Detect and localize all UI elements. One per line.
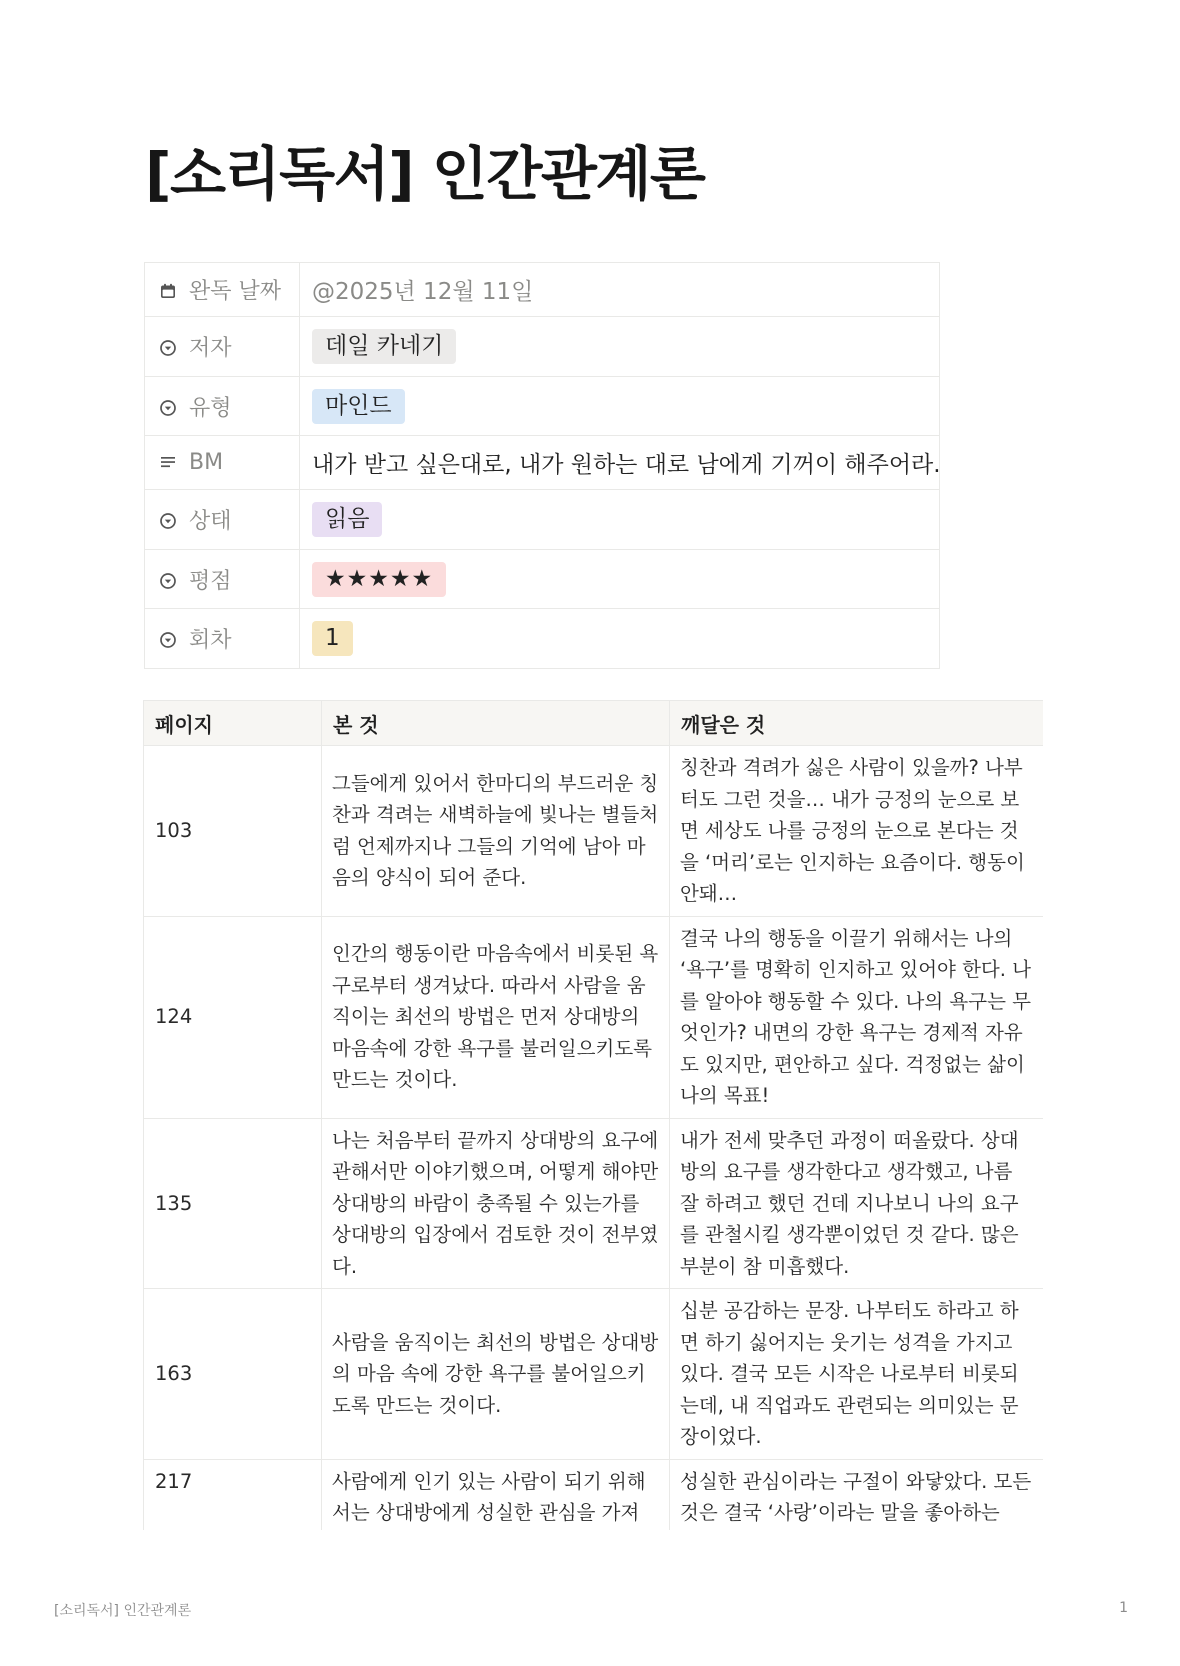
property-row [145,436,940,490]
realized-cell[interactable]: 내가 전세 맞추던 과정이 떠올랐다. 상대방의 요구를 생각한다고 생각했고, 나름 잘 하려고 했던 건데 지나보니 나의 요구를 관철시킬 생각뿐이었던 것 같다. 많은 부분이 참 미흡했다. [670,1118,1044,1289]
table-row [144,1459,1044,1530]
seen-cell[interactable]: 인간의 행동이란 마음속에서 비롯된 욕구로부터 생겨났다. 따라서 사람을 움직이는 최선의 방법은 먼저 상대방의 마음속에 강한 욕구를 불러일으키도록 만드는 것이다. [322,916,670,1118]
property-tag: 데일 카네기 [312,329,456,364]
notes-table-container [143,700,1043,1530]
property-value-cell[interactable] [300,377,940,436]
property-name-cell[interactable] [145,317,300,377]
seen-cell[interactable]: 나는 처음부터 끝까지 상대방의 요구에 관해서만 이야기했으며, 어떻게 해야만 상대방의 바람이 충족될 수 있는가를 상대방의 입장에서 검토한 것이 전부였다. [322,1118,670,1289]
notes-table [143,700,1043,1530]
page-cell[interactable]: 163 [144,1289,322,1460]
table-row [144,1118,1044,1289]
realized-cell[interactable]: 십분 공감하는 문장. 나부터도 하라고 하면 하기 싫어지는 웃기는 성격을 가지고 있다. 결국 모든 시작은 나로부터 비롯되는데, 내 직업과도 관련되는 의미있는 문장이었다. [670,1289,1044,1460]
notes-header-row [144,701,1044,746]
property-value-cell[interactable] [300,550,940,609]
property-name: 회차 [189,628,232,653]
property-name-cell[interactable] [145,490,300,550]
page-title: [소리독서] 인간관계론 [145,140,705,208]
property-row [145,490,940,550]
seen-cell[interactable]: 사람에게 인기 있는 사람이 되기 위해서는 상대방에게 성실한 관심을 가져 [322,1459,670,1530]
property-tag: ★★★★★ [312,562,446,597]
property-tag: 읽음 [312,502,382,537]
property-row [145,317,940,377]
property-value-cell[interactable] [300,317,940,377]
seen-cell[interactable]: 사람을 움직이는 최선의 방법은 상대방의 마음 속에 강한 욕구를 불어일으키도록 만드는 것이다. [322,1289,670,1460]
property-name: 완독 날짜 [189,279,282,304]
property-tag: 마인드 [312,389,405,424]
property-value-cell[interactable] [300,609,940,669]
property-name: 평점 [189,568,232,594]
property-name-cell[interactable] [145,609,300,669]
property-row [145,263,940,317]
header-realized[interactable]: 깨달은 것 [670,701,1044,746]
property-name-cell[interactable] [145,436,300,490]
select-icon [159,339,177,357]
property-text-value: 내가 받고 싶은대로, 내가 원하는 대로 남에게 기꺼이 해주어라. [312,452,941,478]
property-value-cell[interactable] [300,490,940,550]
page-cell[interactable]: 124 [144,916,322,1118]
property-tag: 1 [312,621,353,656]
page-cell[interactable]: 135 [144,1118,322,1289]
property-name: 유형 [189,395,232,421]
property-name: BM [189,450,224,475]
select-icon [159,512,177,530]
property-name: 상태 [189,509,232,534]
property-row [145,609,940,669]
footer-title: [소리독서] 인간관계론 [54,1603,192,1619]
table-row [144,1289,1044,1460]
property-name-cell[interactable] [145,263,300,317]
property-name: 저자 [189,336,232,361]
page-cell[interactable]: 103 [144,746,322,917]
properties-table [144,262,940,669]
calendar-icon [159,282,177,300]
select-icon [159,399,177,417]
header-page[interactable]: 페이지 [144,701,322,746]
header-seen[interactable]: 본 것 [322,701,670,746]
table-row [144,916,1044,1118]
property-row [145,550,940,609]
property-row [145,377,940,436]
property-date-value: @2025년 12월 11일 [312,279,534,305]
select-icon [159,572,177,590]
property-value-cell[interactable] [300,263,940,317]
realized-cell[interactable]: 성실한 관심이라는 구절이 와닿았다. 모든 것은 결국 ‘사랑’이라는 말을 좋아하는 [670,1459,1044,1530]
page-cell[interactable]: 217 [144,1459,322,1530]
text-icon [159,453,177,471]
property-name-cell[interactable] [145,550,300,609]
seen-cell[interactable]: 그들에게 있어서 한마디의 부드러운 칭찬과 격려는 새벽하늘에 빛나는 별들처럼 언제까지나 그들의 기억에 남아 마음의 양식이 되어 준다. [322,746,670,917]
select-icon [159,631,177,649]
property-name-cell[interactable] [145,377,300,436]
realized-cell[interactable]: 결국 나의 행동을 이끌기 위해서는 나의 ‘욕구’를 명확히 인지하고 있어야 한다. 나를 알아야 행동할 수 있다. 나의 욕구는 무엇인가? 내면의 강한 욕구는 경제적 자유도 있지만, 편안하고 싶다. 걱정없는 삶이 나의 목표! [670,916,1044,1118]
footer-page-number: 1 [1119,1600,1128,1616]
realized-cell[interactable]: 칭찬과 격려가 싫은 사람이 있을까? 나부터도 그런 것을… 내가 긍정의 눈으로 보면 세상도 나를 긍정의 눈으로 본다는 것을 ‘머리’로는 인지하는 요즘이다. 행동이 안돼… [670,746,1044,917]
table-row [144,746,1044,917]
property-value-cell[interactable] [300,436,940,490]
